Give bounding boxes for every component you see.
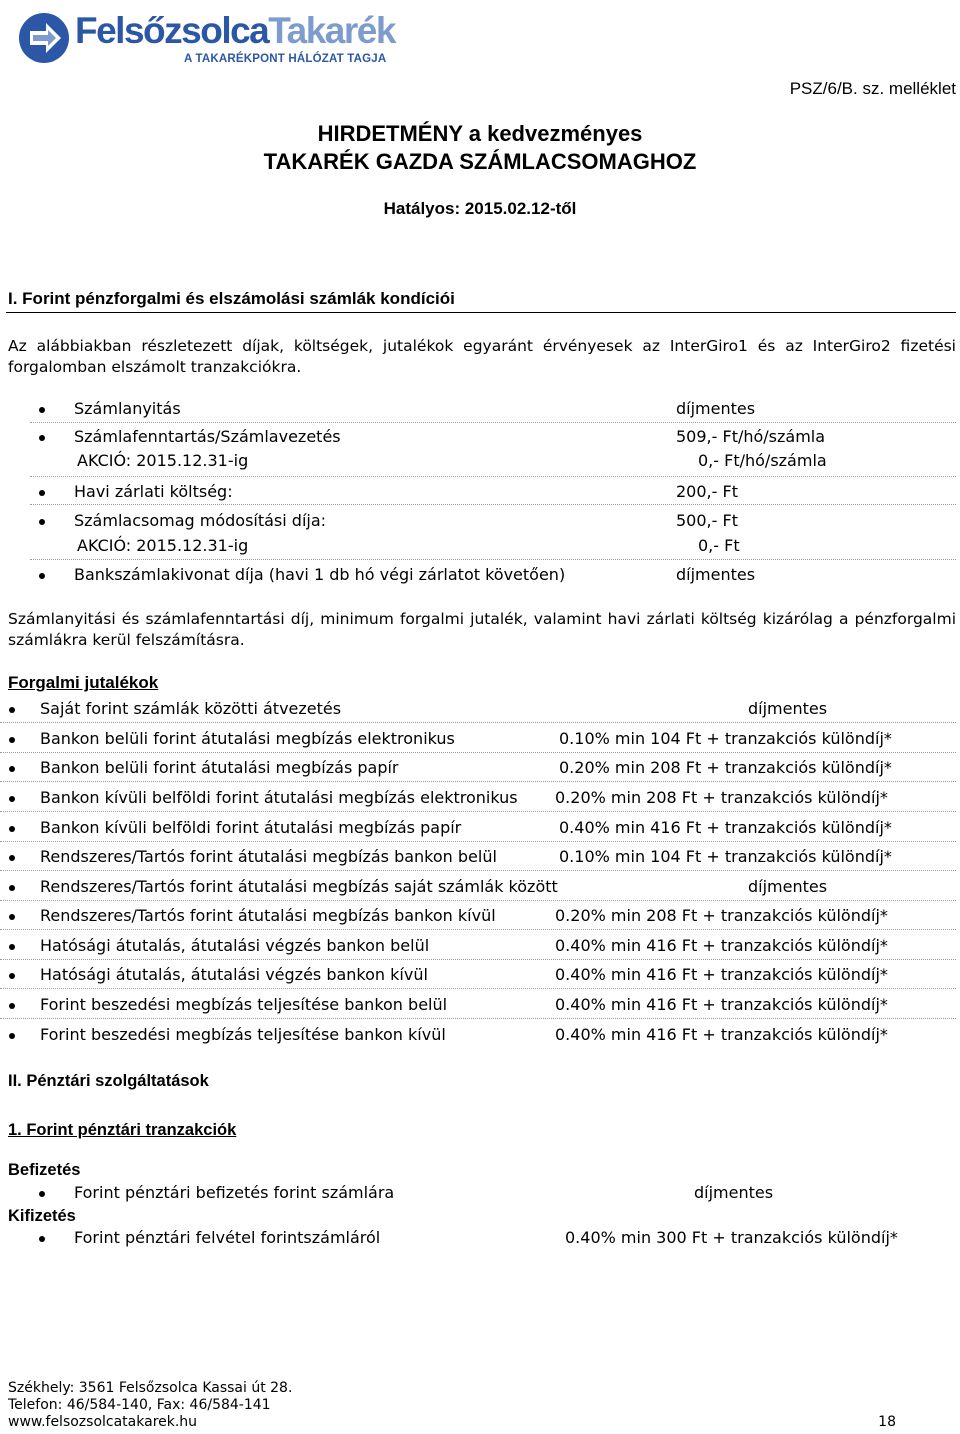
commission-label: Rendszeres/Tartós forint átutalási megbízás bankon kívül [40,906,496,925]
commission-label: Hatósági átutalás, átutalási végzés bankon kívül [40,965,428,984]
withdraw-value: 0.40% min 300 Ft + tranzakciós különdíj* [565,1228,898,1247]
row-divider [0,781,956,782]
bullet-icon [9,973,15,979]
title-line-2: TAKARÉK GAZDA SZÁMLACSOMAGHOZ [263,149,697,174]
title-line-1: HIRDETMÉNY a kedvezményes [317,121,643,146]
row-divider [0,959,956,960]
row-divider [0,870,956,871]
bullet-icon [39,1191,45,1197]
appendix-reference: PSZ/6/B. sz. melléklet [789,79,956,98]
bullet-icon [9,885,15,891]
row-divider [0,841,956,842]
row-divider [0,988,956,989]
commission-label: Forint beszedési megbízás teljesítése bankon kívül [40,1025,446,1044]
commission-label: Bankon kívüli belföldi forint átutalási megbízás papír [40,818,462,837]
fee-label: Számlafenntartás/Számlavezetés [74,427,341,446]
commission-value: 0.10% min 104 Ft + tranzakciós különdíj* [559,729,892,748]
bullet-icon [9,737,15,743]
deposit-value: díjmentes [694,1183,774,1202]
deposit-heading: Befizetés [8,1161,81,1179]
commission-label: Saját forint számlák közötti átvezetés [40,699,342,718]
row-divider [0,900,956,901]
commission-value: 0.40% min 416 Ft + tranzakciós különdíj* [555,965,888,984]
commission-label: Bankon belüli forint átutalási megbízás elektronikus [40,729,455,748]
fee-label: Számlanyitás [74,399,181,418]
commission-value: 0.20% min 208 Ft + tranzakciós különdíj* [555,906,888,925]
fee-note: Számlanyitási és számlafenntartási díj, minimum forgalmi jutalék, valamint havi zárlati költség kizárólag a pénzforgalmi számlákra kerül felszámításra. [8,610,956,649]
bullet-icon [9,796,15,802]
promo-label: AKCIÓ: 2015.12.31-ig [77,451,249,470]
deposit-label: Forint pénztári befizetés forint számlára [74,1183,395,1202]
bullet-icon [9,1003,15,1009]
commission-label: Forint beszedési megbízás teljesítése bankon belül [40,995,448,1014]
fee-label: Bankszámlakivonat díja (havi 1 db hó végi zárlatot követően) [74,565,566,584]
row-divider [30,422,956,423]
bullet-icon [39,1236,45,1242]
bank-logo [5,3,395,75]
footer-phone: Telefon: 46/584-140, Fax: 46/584-141 [8,1397,271,1413]
section-2-heading: II. Pénztári szolgáltatások [8,1072,209,1090]
bullet-icon [39,573,45,579]
fee-value: 200,- Ft [676,482,738,501]
fee-value: 500,- Ft [676,511,738,530]
row-divider [30,504,956,505]
effective-date: Hatályos: 2015.02.12-től [383,199,577,218]
withdraw-label: Forint pénztári felvétel forintszámláról [74,1228,381,1247]
fee-label: Havi zárlati költség: [74,482,233,501]
commission-value: 0.40% min 416 Ft + tranzakciós különdíj* [559,818,892,837]
section-1-heading: I. Forint pénzforgalmi és elszámolási számlák kondíciói [8,289,455,308]
bullet-icon [9,826,15,832]
commission-value: díjmentes [748,877,828,896]
bullet-icon [9,855,15,861]
row-divider [0,752,956,753]
commission-value: 0.20% min 208 Ft + tranzakciós különdíj* [559,758,892,777]
bullet-icon [39,490,45,496]
row-divider [30,476,956,477]
footer-website: www.felsozsolcatakarek.hu [8,1414,198,1430]
section-1-divider [6,312,956,313]
row-divider [0,1018,956,1019]
bullet-icon [9,707,15,713]
fee-value: díjmentes [676,565,756,584]
row-divider [30,559,956,560]
commission-value: 0.40% min 416 Ft + tranzakciós különdíj* [555,995,888,1014]
commission-value: díjmentes [748,699,828,718]
fee-value: 509,- Ft/hó/számla [676,427,826,446]
commission-label: Bankon belüli forint átutalási megbízás papír [40,758,399,777]
promo-value: 0,- Ft/hó/számla [698,451,827,470]
commission-label: Hatósági átutalás, átutalási végzés bankon belül [40,936,430,955]
bullet-icon [39,519,45,525]
logo-tagline: A TAKARÉKPONT HÁLÓZAT TAGJA [184,53,387,65]
bullet-icon [9,944,15,950]
commission-value: 0.10% min 104 Ft + tranzakciós különdíj* [559,847,892,866]
bullet-icon [9,914,15,920]
row-divider [0,811,956,812]
commissions-heading: Forgalmi jutalékok [8,673,159,692]
withdraw-heading: Kifizetés [8,1207,76,1225]
commission-value: 0.40% min 416 Ft + tranzakciós különdíj* [555,936,888,955]
fee-label: Számlacsomag módosítási díja: [74,511,327,530]
logo-arrow-icon [17,11,71,65]
bullet-icon [9,1033,15,1039]
bullet-icon [39,435,45,441]
section-1-intro: Az alábbiakban részletezett díjak, költségek, jutalékok egyaránt érvényesek az InterGiro1 és az InterGiro2 fizetési forgalomban elszámolt tranzakciókra. [8,337,956,376]
bullet-icon [39,407,45,413]
row-divider [0,722,956,723]
row-divider [0,929,956,930]
section-2-subheading: 1. Forint pénztári tranzakciók [8,1121,237,1139]
bullet-icon [9,766,15,772]
promo-label: AKCIÓ: 2015.12.31-ig [77,536,249,555]
fee-value: díjmentes [676,399,756,418]
commission-label: Rendszeres/Tartós forint átutalási megbízás bankon belül [40,847,497,866]
promo-value: 0,- Ft [698,536,740,555]
commission-value: 0.20% min 208 Ft + tranzakciós különdíj* [555,788,888,807]
page-number: 18 [878,1414,896,1430]
commission-label: Bankon kívüli belföldi forint átutalási megbízás elektronikus [40,788,518,807]
commission-value: 0.40% min 416 Ft + tranzakciós különdíj* [555,1025,888,1044]
commission-label: Rendszeres/Tartós forint átutalási megbízás saját számlák között [40,877,558,896]
footer-address: Székhely: 3561 Felsőzsolca Kassai út 28. [8,1380,293,1396]
logo-wordmark: FelsőzsolcaTakarék [75,10,395,51]
